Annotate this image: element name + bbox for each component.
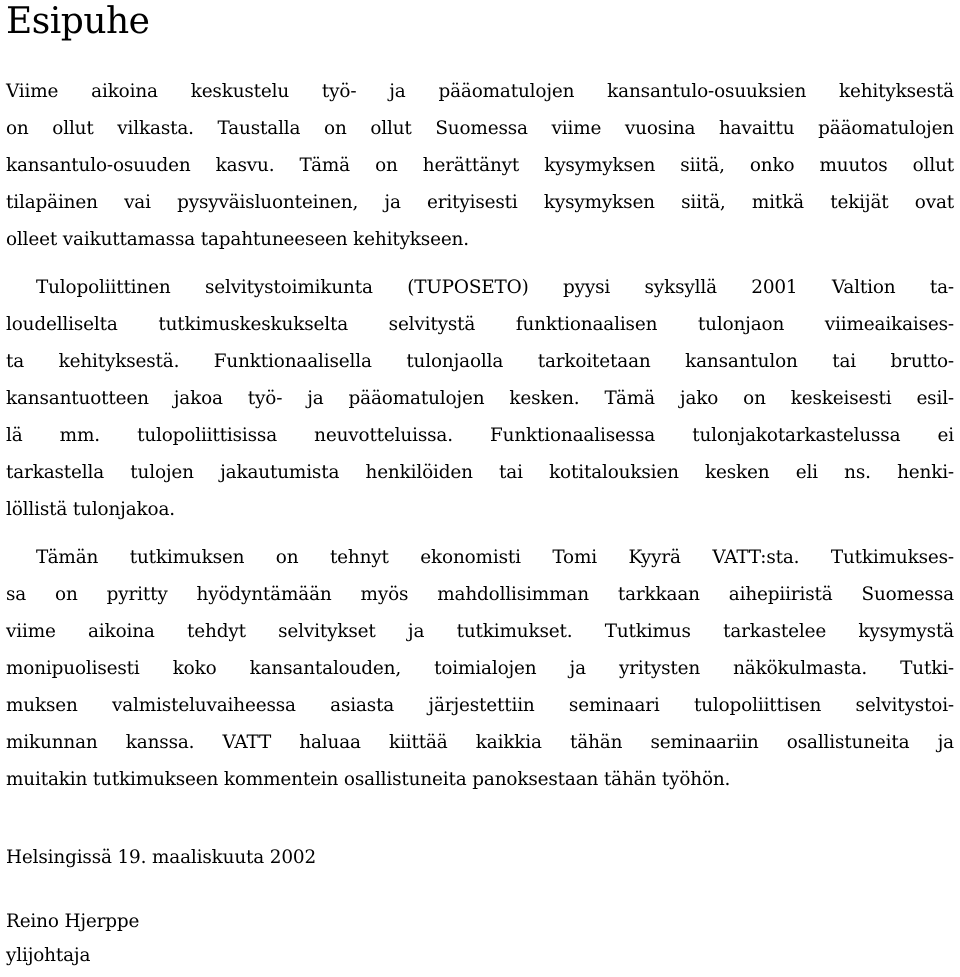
paragraph-line: sa on pyritty hyödyntämään myös mahdollisimman tarkkaan aihepiiristä Suomessa bbox=[6, 584, 954, 605]
paragraph-line: viime aikoina tehdyt selvitykset ja tutkimukset. Tutkimus tarkastelee kysymystä bbox=[6, 621, 954, 642]
paragraph-line: olleet vaikuttamassa tapahtuneeseen kehitykseen. bbox=[6, 229, 469, 250]
paragraph-line: kansantulo-osuuden kasvu. Tämä on herättänyt kysymyksen siitä, onko muutos ollut bbox=[6, 155, 954, 176]
signer-name: Reino Hjerppe bbox=[6, 911, 140, 932]
dateline: Helsingissä 19. maaliskuuta 2002 bbox=[6, 847, 317, 868]
page-title: Esipuhe bbox=[6, 1, 150, 42]
paragraph-line: lä mm. tulopoliittisissa neuvotteluissa. Funktionaalisessa tulonjakotarkastelussa ei bbox=[6, 425, 954, 446]
paragraph-line: tarkastella tulojen jakautumista henkilöiden tai kotitalouksien kesken eli ns. henki- bbox=[6, 462, 954, 483]
paragraph-line: Tulopoliittinen selvitystoimikunta (TUPOSETO) pyysi syksyllä 2001 Valtion ta- bbox=[36, 277, 954, 298]
paragraph-line: Tämän tutkimuksen on tehnyt ekonomisti Tomi Kyyrä VATT:sta. Tutkimukses- bbox=[36, 547, 954, 568]
signer-role: ylijohtaja bbox=[6, 945, 91, 966]
paragraph-line: kansantuotteen jakoa työ- ja pääomatulojen kesken. Tämä jako on keskeisesti esil- bbox=[6, 388, 954, 409]
paragraph-line: loudelliselta tutkimuskeskukselta selvitystä funktionaalisen tulonjaon viimeaikaises- bbox=[6, 314, 954, 335]
paragraph-line: ta kehityksestä. Funktionaalisella tulonjaolla tarkoitetaan kansantulon tai brutto- bbox=[6, 351, 954, 372]
paragraph-line: on ollut vilkasta. Taustalla on ollut Suomessa viime vuosina havaittu pääomatulojen bbox=[6, 118, 954, 139]
paragraph-line: löllistä tulonjakoa. bbox=[6, 499, 175, 520]
paragraph-line: muitakin tutkimukseen kommentein osallistuneita panoksestaan tähän työhön. bbox=[6, 769, 731, 790]
paragraph-line: tilapäinen vai pysyväisluonteinen, ja erityisesti kysymyksen siitä, mitkä tekijät ovat bbox=[6, 192, 954, 213]
paragraph-line: Viime aikoina keskustelu työ- ja pääomatulojen kansantulo-osuuksien kehityksestä bbox=[6, 81, 954, 102]
paragraph-line: mikunnan kanssa. VATT haluaa kiittää kaikkia tähän seminaariin osallistuneita ja bbox=[6, 732, 954, 753]
paragraph-line: monipuolisesti koko kansantalouden, toimialojen ja yritysten näkökulmasta. Tutki- bbox=[6, 658, 954, 679]
paragraph-line: muksen valmisteluvaiheessa asiasta järjestettiin seminaari tulopoliittisen selvitystoi- bbox=[6, 695, 954, 716]
